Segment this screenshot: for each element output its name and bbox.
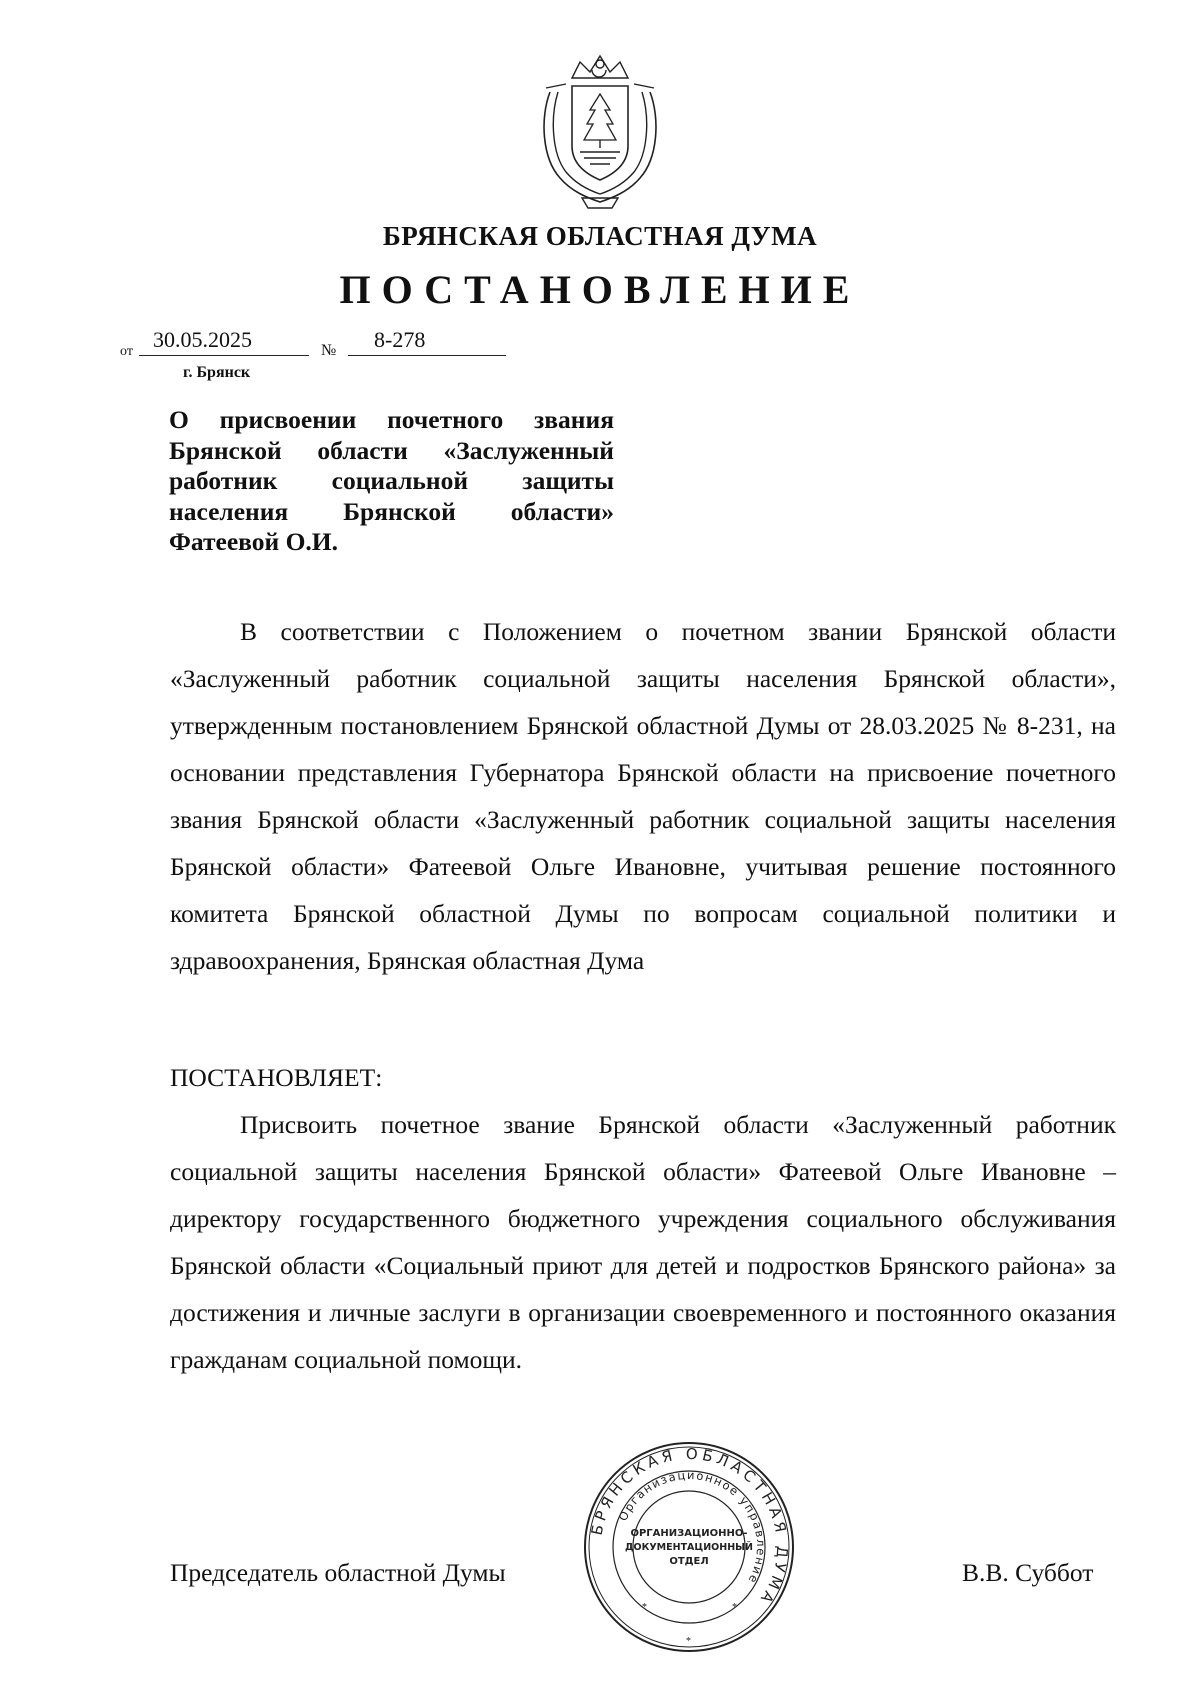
body-paragraph-preamble: В соответствии с Положением о почетном звании Брянской области «Заслуженный работник социальной защиты населения Брянской области», утвержденным постановлением Брянской областной Думы от 28.03.2025 № 8-231, на основании представления Губернатора Брянской области на присвоение почетного звания Брянской области «Заслуженный работник социальной защиты населения Брянской области» Фатеевой Ольге Ивановне, учитывая решение постоянного комитета Брянской областной Думы по вопросам социальной политики и здравоохранения, Брянская областная Дума (170, 617, 1116, 975)
body-paragraph-resolution: Присвоить почетное звание Брянской области «Заслуженный работник социальной защиты населения Брянской области» Фатеевой Ольге Ивановне – директору государственного бюджетного учреждения социального обслуживания Брянской области «Социальный приют для детей и подростков Брянского района» за достижения и личные заслуги в организации своевременного и постоянного оказания гражданам социальной помощи. (170, 1110, 1116, 1374)
decree-word: ПОСТАНОВЛЯЕТ: (170, 1063, 383, 1092)
signer-title: Председатель областной Думы (170, 1558, 506, 1587)
date-prefix-label: от (120, 344, 133, 359)
city-label: г. Брянск (183, 364, 251, 381)
document-type-title: ПОСТАНОВЛЕНИЕ (339, 267, 861, 312)
seal-inner-text: Организационное управление (615, 1467, 769, 1587)
number-sign-label: № (321, 342, 337, 359)
document-date: 30.05.2025 (153, 327, 252, 352)
round-seal-icon (582, 1440, 796, 1654)
seal-center-line-3: ОТДЕЛ (669, 1556, 709, 1567)
document-number-field (348, 327, 506, 356)
seal-outer-text: БРЯНСКАЯ ОБЛАСТНАЯ ДУМА (587, 1444, 792, 1610)
organization-name: БРЯНСКАЯ ОБЛАСТНАЯ ДУМА (382, 221, 818, 251)
seal-center-line-2: ДОКУМЕНТАЦИОННЫЙ (625, 1542, 753, 1553)
svg-text:*: * (642, 1602, 647, 1613)
svg-text:*: * (686, 1636, 691, 1647)
coat-of-arms-icon (532, 48, 668, 214)
signer-name: В.В. Суббот (962, 1558, 1094, 1587)
document-number: 8-278 (374, 327, 426, 352)
seal-center-line-1: ОРГАНИЗАЦИОННО- (630, 1528, 748, 1539)
svg-text:*: * (732, 1602, 737, 1613)
document-subject: О присвоении почетного звания Брянской области «Заслуженный работник социальной защиты населения Брянской области» Фатеевой О.И. (169, 405, 614, 557)
document-date-field (139, 327, 309, 356)
